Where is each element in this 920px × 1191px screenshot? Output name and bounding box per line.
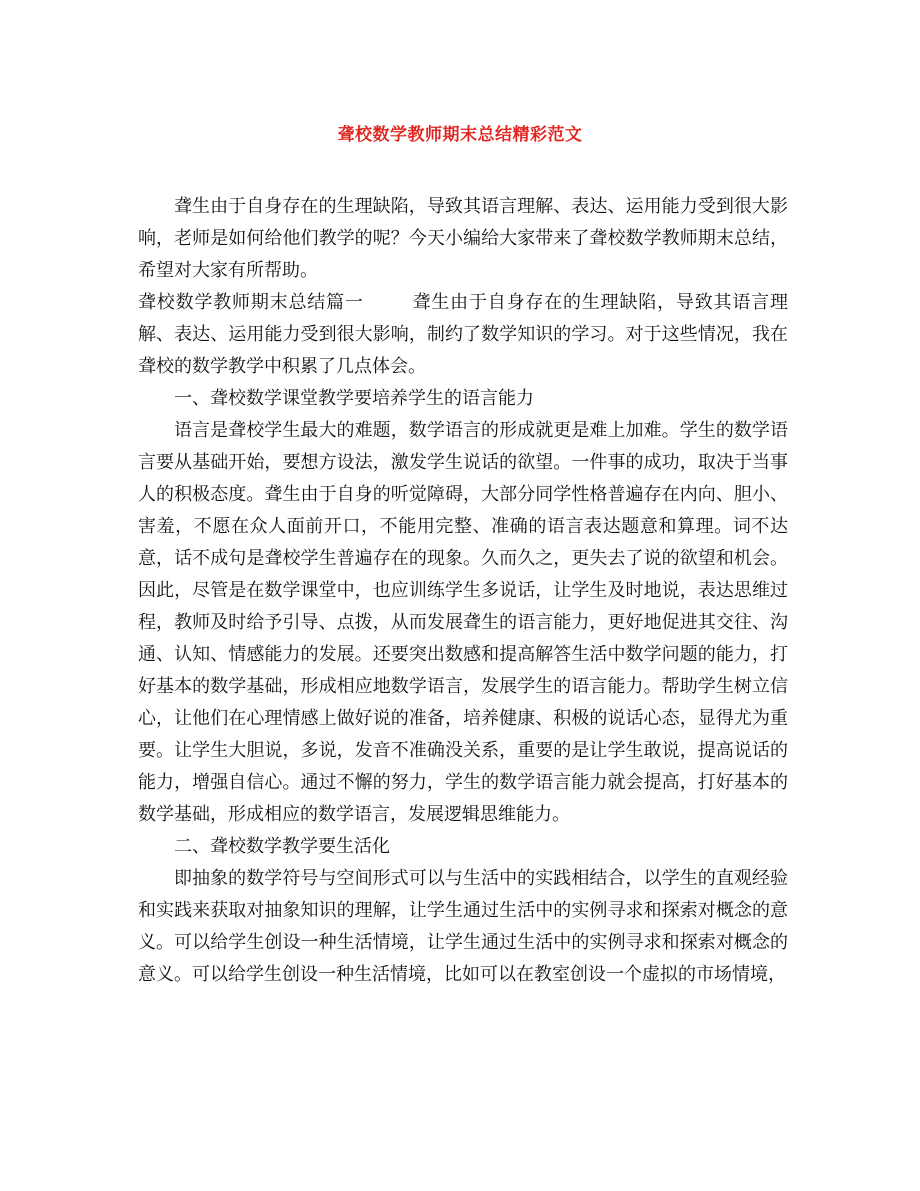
document-body (138, 191, 788, 991)
heading-one: 一、聋校数学课堂教学要培养学生的语言能力 (174, 388, 534, 409)
document-title: 聋校数学教师期末总结精彩范文 (337, 125, 583, 145)
paragraph-two: 即抽象的数学符号与空间形式可以与生活中的实践相结合，以学生的直观经验和实践来获取对抽象知识的理解，让学生通过生活中的实例寻求和探索对概念的意义。可以给学生创设一种生活情境，让学生通过生活中的实例寻求和探索对概念的意义。可以给学生创设一种生活情境，比如可以在教室创设一个虚拟的市场情境， (138, 868, 788, 985)
section-paragraph (138, 287, 788, 383)
section-lead: 聋生由于自身存在的生理缺陷，导致其语言理解、表达、运用能力受到很大影响，制约了数学知识的学习。对于这些情况，我在聋校的数学教学中积累了几点体会。 (138, 292, 788, 377)
section-label: 聋校数学教师期末总结篇一 (138, 292, 364, 313)
heading-two: 二、聋校数学教学要生活化 (174, 836, 390, 857)
paragraph-one: 语言是聋校学生最大的难题，数学语言的形成就更是难上加难。学生的数学语言要从基础开始，要想方设法，激发学生说话的欲望。一件事的成功，取决于当事人的积极态度。聋生由于自身的听觉障碍，大部分同学性格普遍存在内向、胆小、害羞，不愿在众人面前开口，不能用完整、准确的语言表达题意和算理。词不达意，话不成句是聋校学生普遍存在的现象。久而久之，更失去了说的欲望和机会。因此，尽管是在数学课堂中，也应训练学生多说话，让学生及时地说，表达思维过程，教师及时给予引导、点拨，从而发展聋生的语言能力，更好地促进其交往、沟通、认知、情感能力的发展。还要突出数感和提高解答生活中数学问题的能力，打好基本的数学基础，形成相应地数学语言，发展学生的语言能力。帮助学生树立信心，让他们在心理情感上做好说的准备，培养健康、积极的说话心态，显得尤为重要。让学生大胆说，多说，发音不准确没关系，重要的是让学生敢说，提高说话的能力，增强自信心。通过不懈的努力，学生的数学语言能力就会提高，打好基本的数学基础，形成相应的数学语言，发展逻辑思维能力。 (138, 420, 788, 825)
intro-paragraph: 聋生由于自身存在的生理缺陷，导致其语言理解、表达、运用能力受到很大影响，老师是如何给他们教学的呢？今天小编给大家带来了聋校数学教师期末总结，希望对大家有所帮助。 (138, 196, 788, 281)
